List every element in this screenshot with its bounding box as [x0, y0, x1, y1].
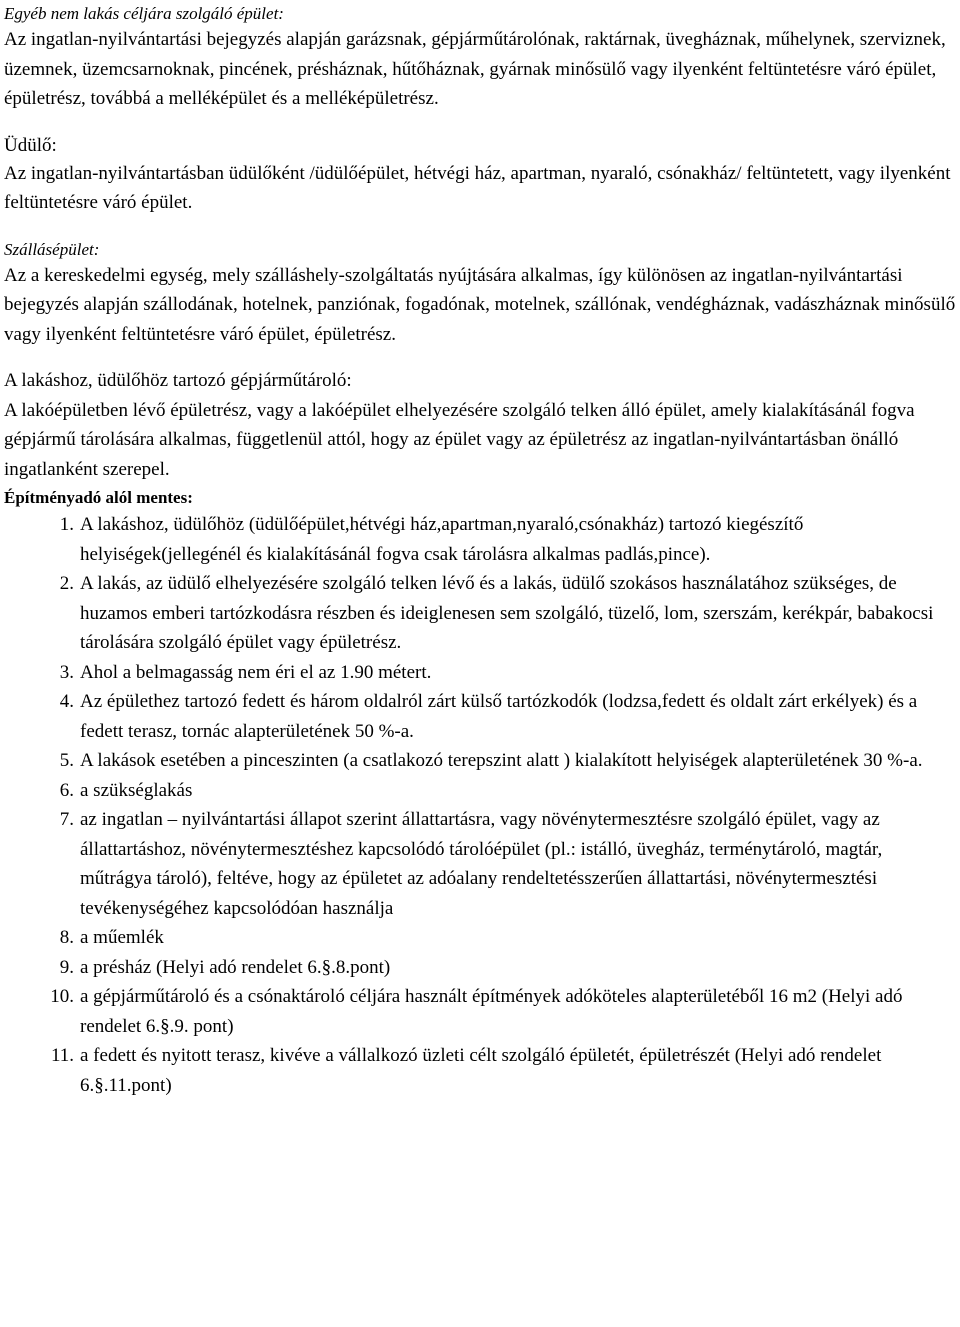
list-item-number: 8. [59, 927, 74, 948]
list-item [4, 1041, 956, 1100]
list-item-number: 7. [59, 809, 74, 830]
list-item [4, 982, 956, 1041]
list-item [4, 746, 956, 776]
list-item-number: 9. [59, 956, 74, 978]
list-item-number: 1. [59, 514, 74, 535]
section-body-szallas: Az a kereskedelmi egység, mely szálláshely-szolgáltatás nyújtására alkalmas, így különösen az ingatlan-nyilvántartási bejegyzés alapján szállodának, hotelnek, panziónak, fogadónak, motelnek, szállónak, vendégháznak, vadászháznak minősülő vagy ilyenként feltüntetésre váró épület, épületrész. [4, 264, 956, 345]
section-body-garage: A lakóépületben lévő épületrész, vagy a lakóépület elhelyezésére szolgáló telken álló épület, amely kialakításánál fogva gépjármű tárolására alkalmas, függetlenül attól, hogy az épület vagy az épületrész az ingatlan-nyilvántartásban önálló ingatlanként szerepel. [4, 399, 915, 480]
list-item-number: 6. [59, 779, 74, 801]
list-item-text: Az épülethez tartozó fedett és három oldalról zárt külső tartózkodók (lodzsa,fedett és oldalt zárt erkélyek) és a fedett terasz, tornác alapterületének 50 %-a. [80, 691, 918, 742]
list-item-text: a műemlék [80, 927, 164, 948]
section-body-egyeb: Az ingatlan-nyilvántartási bejegyzés alapján garázsnak, gépjárműtárolónak, raktárnak, üvegháznak, műhelynek, szerviznek, üzemnek, üzemcsarnoknak, pincének, présháznak, hűtőháznak, gyárnak minősülő vagy ilyenként feltüntetésre váró épület, épületrész, továbbá a melléképület és a melléképületrész. [4, 29, 946, 109]
list-item [4, 569, 956, 658]
section-heading-exempt: Építményadó alól mentes: [4, 488, 193, 507]
list-item-text: a gépjárműtároló és a csónaktároló céljára használt építmények adóköteles alapterületéből 16 m2 (Helyi adó rendelet 6.§.9. pont) [80, 986, 903, 1037]
list-item [4, 953, 956, 983]
list-item-text: Ahol a belmagasság nem éri el az 1.90 métert. [80, 661, 432, 683]
list-item [4, 510, 956, 569]
section-body-udulo: Az ingatlan-nyilvántartásban üdülőként /üdülőépület, hétvégi ház, apartman, nyaraló, csónakház/ feltüntetett, vagy ilyenként feltüntetésre váró épület. [4, 162, 951, 213]
list-item-text: a présház (Helyi adó rendelet 6.§.8.pont) [80, 956, 391, 978]
list-item [4, 776, 956, 806]
list-item-text: a fedett és nyitott terasz, kivéve a vállalkozó üzleti célt szolgáló épületét, épületrészét (Helyi adó rendelet 6.§.11.pont) [80, 1045, 882, 1096]
list-item [4, 687, 956, 746]
list-item-number: 10. [50, 986, 74, 1007]
list-item-number: 3. [59, 661, 74, 683]
section-heading-egyeb: Egyéb nem lakás céljára szolgáló épület: [4, 4, 284, 23]
section-heading-udulo: Üdülő: [4, 134, 57, 156]
list-item-text: A lakáshoz, üdülőhöz (üdülőépület,hétvégi ház,apartman,nyaraló,csónakház) tartozó kiegészítő helyiségek(jellegénél és kialakításánál fogva csak tárolásra alkalmas padlás,pince). [80, 514, 804, 565]
list-item [4, 658, 956, 688]
exempt-list [4, 510, 956, 1100]
list-item-number: 11. [50, 1045, 74, 1066]
list-item [4, 805, 956, 923]
section-heading-szallas: Szállásépület: [4, 239, 100, 259]
list-item-text: a szükséglakás [80, 779, 193, 801]
list-item-text: A lakás, az üdülő elhelyezésére szolgáló telken lévő és a lakás, üdülő szokásos használatához szükséges, de huzamos emberi tartózkodásra részben és ideiglenesen sem szolgáló, tüzelő, lom, szerszám, kerékpár, babakocsi tárolására szolgáló épület vagy épületrész. [80, 573, 934, 653]
section-heading-garage: A lakáshoz, üdülőhöz tartozó gépjárműtároló: [4, 370, 352, 391]
document-page [4, 0, 956, 1100]
list-item-number: 2. [59, 573, 74, 594]
list-item-number: 5. [59, 750, 74, 771]
list-item-text: az ingatlan – nyilvántartási állapot szerint állattartásra, vagy növénytermesztésre szolgáló épület, vagy az állattartáshoz, növénytermesztéshez kapcsolódó tárolóépület (pl.: istálló, üvegház, terménytároló, magtár, műtrágya tároló), feltéve, hogy az épületet az adóalany rendeltetésszerűen állattartási, növénytermesztési tevékenységéhez kapcsolódóan használja [80, 809, 883, 919]
list-item [4, 923, 956, 953]
list-item-text: A lakások esetében a pinceszinten (a csatlakozó terepszint alatt ) kialakított helyiségek alapterületének 30 %-a. [80, 750, 923, 771]
list-item-number: 4. [59, 691, 74, 712]
